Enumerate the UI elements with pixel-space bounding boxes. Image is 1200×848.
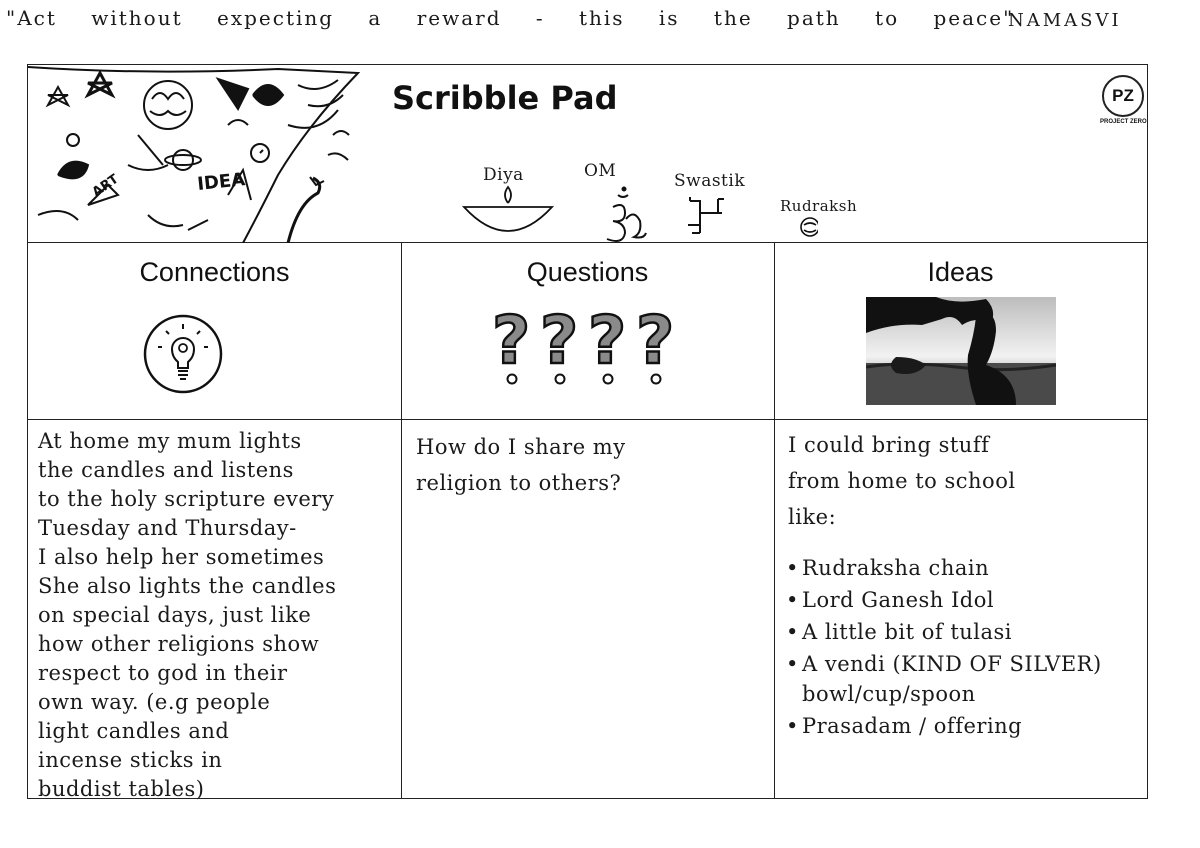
symbol-label-swastik: Swastik (674, 171, 746, 191)
project-zero-logo (1100, 75, 1146, 135)
scribble-pad-sheet (27, 64, 1148, 799)
row-divider (28, 419, 1147, 420)
art-word-idea: IDEA (196, 169, 247, 195)
list-item: • A vendi (KIND OF SILVER) bowl/cup/spoon (784, 649, 1134, 709)
symbol-label-diya: Diya (483, 165, 524, 185)
page-title: Scribble Pad (392, 79, 618, 117)
svg-text:?: ? (636, 303, 675, 379)
column-divider-1 (401, 243, 402, 798)
list-item: • A little bit of tulasi (784, 617, 1134, 647)
rudraksh-bead-icon (801, 218, 818, 236)
doodle-art-icon (28, 65, 368, 243)
questions-text: How do I share my religion to others? (416, 435, 626, 495)
top-quote (6, 4, 1194, 38)
ideas-list (784, 553, 1134, 743)
list-item: • Prasadam / offering (784, 711, 1134, 741)
art-word-art: ART (89, 171, 122, 201)
heading-connections: Connections (139, 257, 290, 287)
question-marks-icon (488, 303, 688, 387)
svg-text:?: ? (540, 303, 579, 379)
column-divider-2 (774, 243, 775, 798)
swastik-symbol-icon (688, 197, 724, 233)
symbol-label-rudraksh: Rudraksh (780, 197, 858, 215)
list-item: • Rudraksha chain (784, 553, 1134, 583)
quote-signature: NAMASVI (1008, 10, 1122, 31)
svg-text:?: ? (492, 303, 531, 379)
lightbulb-gear-icon (142, 313, 224, 395)
list-item: • Lord Ganesh Idol (784, 585, 1134, 615)
ideas-intro-text: I could bring stuff from home to school like: (788, 433, 1016, 529)
hands-frame-photo (866, 297, 1056, 405)
pz-logo-subtext: PROJECT ZERO (1100, 119, 1147, 125)
quote-text: "Act without expecting a reward - this is the path to peace" (6, 6, 1015, 30)
symbol-label-om: OM (584, 161, 617, 181)
om-symbol-icon (607, 188, 646, 242)
religious-symbols (458, 185, 818, 245)
diya-lamp-icon (464, 187, 552, 231)
pz-logo-mark: PZ (1102, 75, 1144, 117)
heading-ideas: Ideas (927, 257, 994, 287)
connections-text: At home my mum lights the candles and listens to the holy scripture every Tuesday and Thursday- I also help her sometimes She also lights the candles on special days, just like how other religions show respect to god in their own way. (e.g people light candles and incense sticks in buddist tables) (38, 429, 337, 801)
svg-text:?: ? (588, 303, 627, 379)
heading-questions: Questions (526, 257, 649, 287)
